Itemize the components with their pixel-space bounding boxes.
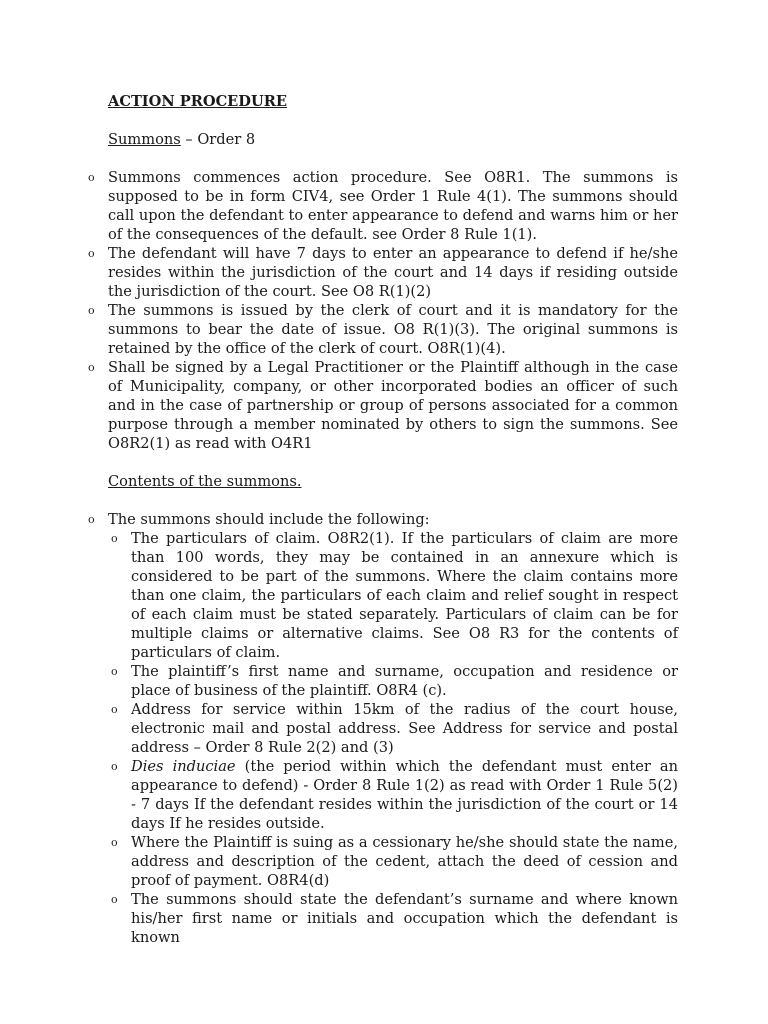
summons-rules-list <box>88 168 678 453</box>
sublist-item-text: The summons should state the defendant’s surname and where known his/her first name or initials and occupation which the defendant is known <box>131 891 678 946</box>
sublist-item-text: The plaintiff’s first name and surname, occupation and residence or place of business of the plaintiff. O8R4 (c). <box>131 663 678 699</box>
list-item-text: The summons is issued by the clerk of court and it is mandatory for the summons to bear the date of issue. O8 R(1)(3). The original summons is retained by the office of the clerk of court. O8R(1)(4). <box>108 302 678 357</box>
sublist-item <box>111 890 678 947</box>
bullet-icon: o <box>88 361 95 374</box>
list-item-text: The defendant will have 7 days to enter an appearance to defend if he/she resides within the jurisdiction of the court and 14 days if residing outside the jurisdiction of the court. See O8 R(1)(2) <box>108 245 678 300</box>
sublist-item-text: Address for service within 15km of the radius of the court house, electronic mail and postal address. See Address for service and postal address – Order 8 Rule 2(2) and (3) <box>131 701 678 756</box>
summons-heading-label: Summons <box>108 131 181 148</box>
list-item <box>88 510 678 947</box>
summons-heading-order: – Order 8 <box>180 131 256 148</box>
sublist-item <box>111 529 678 662</box>
sublist-item-italic: Dies induciae <box>131 758 236 775</box>
bullet-icon: o <box>111 532 118 545</box>
list-item <box>88 358 678 453</box>
bullet-icon: o <box>111 760 118 773</box>
list-item <box>88 301 678 358</box>
sublist-item <box>111 833 678 890</box>
bullet-icon: o <box>111 703 118 716</box>
bullet-icon: o <box>111 893 118 906</box>
list-item <box>88 244 678 301</box>
list-item-text: Summons commences action procedure. See O8R1. The summons is supposed to be in form CIV4, see Order 1 Rule 4(1). The summons should call upon the defendant to enter appearance to defend and warns him or her of the consequences of the default. see Order 8 Rule 1(1). <box>108 169 678 243</box>
bullet-icon: o <box>88 304 95 317</box>
contents-section-title: Contents of the summons. <box>108 473 302 490</box>
sublist-item <box>111 700 678 757</box>
document-title: ACTION PROCEDURE <box>108 93 287 110</box>
contents-sublist <box>108 529 678 947</box>
sublist-item <box>111 757 678 833</box>
contents-intro-text: The summons should include the following: <box>108 511 430 528</box>
sublist-item-text: The particulars of claim. O8R2(1). If the particulars of claim are more than 100 words, they may be contained in an annexure which is considered to be part of the summons. Where the claim contains more than one claim, the particulars of each claim and relief sought in respect of each claim must be stated separately. Particulars of claim can be for multiple claims or alternative claims. See O8 R3 for the contents of particulars of claim. <box>131 530 678 661</box>
bullet-icon: o <box>111 836 118 849</box>
bullet-icon: o <box>88 513 95 526</box>
bullet-icon: o <box>88 171 95 184</box>
sublist-item <box>111 662 678 700</box>
section-heading-summons <box>108 130 678 149</box>
list-item <box>88 168 678 244</box>
bullet-icon: o <box>88 247 95 260</box>
sublist-item-text: (the period within which the defendant must enter an appearance to defend) - Order 8 Rule 1(2) as read with Order 1 Rule 5(2) - 7 days If the defendant resides within the jurisdiction of the court or 14 days If he resides outside. <box>131 758 678 832</box>
contents-list <box>88 510 678 947</box>
bullet-icon: o <box>111 665 118 678</box>
list-item-text: Shall be signed by a Legal Practitioner or the Plaintiff although in the case of Municipality, company, or other incorporated bodies an officer of such and in the case of partnership or group of persons associated for a common purpose through a member nominated by others to sign the summons. See O8R2(1) as read with O4R1 <box>108 359 678 452</box>
document-body <box>88 92 678 966</box>
sublist-item-text: Where the Plaintiff is suing as a cessionary he/she should state the name, address and description of the cedent, attach the deed of cession and proof of payment. O8R4(d) <box>131 834 678 889</box>
